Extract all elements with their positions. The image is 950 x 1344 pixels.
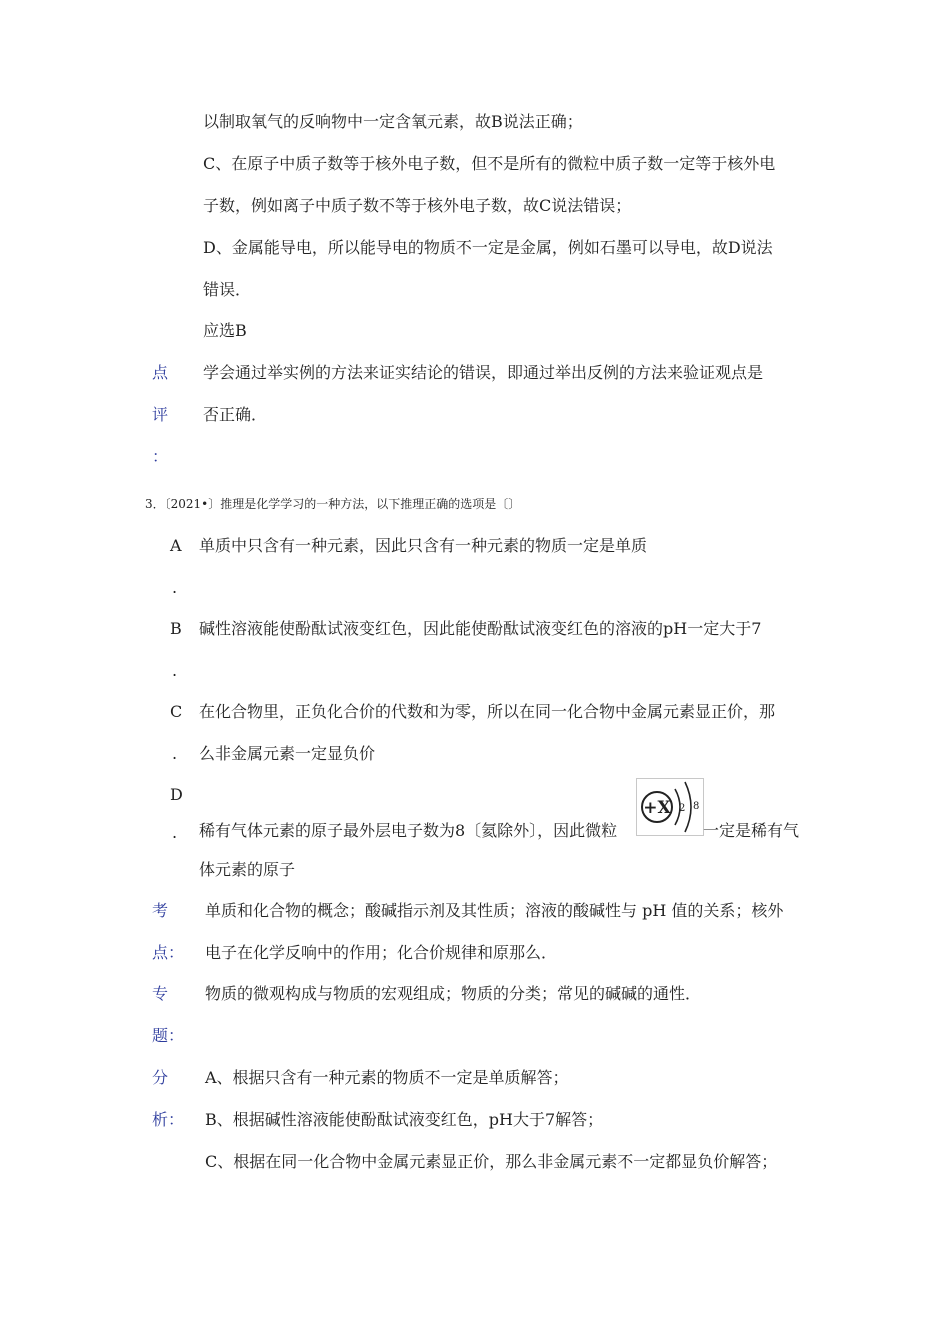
answer-line-2: C、在原子中质子数等于核外电子数，但不是所有的微粒中质子数一定等于核外电: [203, 154, 776, 173]
zhuanti-label-2: 题：: [152, 1026, 185, 1045]
question-title: 3．〔2021•〕推理是化学学习的一种方法，以下推理正确的选项是〔〕: [145, 497, 521, 511]
option-b-letter: B: [170, 619, 182, 638]
comment-label-2: 评: [152, 405, 169, 424]
answer-choice: 应选B: [203, 321, 247, 340]
option-c-letter: C: [170, 702, 183, 721]
atom-structure-diagram: [636, 778, 704, 836]
option-d-text-1b: 一定是稀有气: [703, 821, 800, 840]
zhuanti-label-1: 专: [152, 984, 169, 1003]
atom-structure-icon: [637, 779, 703, 835]
atom-nucleus-label: +X: [643, 798, 671, 818]
fenxi-line-2: B、根据碱性溶液能使酚酞试液变红色，pH大于7解答；: [205, 1110, 604, 1129]
answer-line-3: 子数，例如离子中质子数不等于核外电子数，故C说法错误；: [203, 196, 632, 215]
fenxi-line-1: A、根据只含有一种元素的物质不一定是单质解答；: [205, 1068, 569, 1087]
option-d-letter: D: [170, 785, 183, 804]
fenxi-line-3: C、根据在同一化合物中金属元素显正价，那么非金属元素不一定都显负价解答；: [205, 1152, 778, 1171]
answer-line-1: 以制取氧气的反响物中一定含氧元素，故B说法正确；: [203, 112, 583, 131]
answer-line-4: D、金属能导电，所以能导电的物质不一定是金属，例如石墨可以导电，故D说法: [203, 238, 773, 257]
comment-label-1: 点: [152, 363, 169, 382]
comment-line-1: 学会通过举实例的方法来证实结论的错误，即通过举出反例的方法来验证观点是: [203, 363, 764, 382]
option-b-dot: .: [172, 661, 178, 680]
atom-shell1-count: 2: [679, 803, 686, 814]
option-c-dot: .: [172, 744, 178, 763]
fenxi-label-2: 析：: [152, 1110, 185, 1129]
kaodian-label-1: 考: [152, 901, 169, 920]
atom-shell2-count: 8: [693, 801, 700, 812]
option-c-text-2: 么非金属元素一定显负价: [199, 744, 376, 763]
zhuanti-line-1: 物质的微观构成与物质的宏观组成；物质的分类；常见的碱碱的通性．: [205, 984, 702, 1003]
answer-line-5: 错误．: [203, 280, 252, 299]
option-c-text-1: 在化合物里，正负化合价的代数和为零，所以在同一化合物中金属元素显正价，那: [199, 702, 776, 721]
option-d-text-2: 体元素的原子: [199, 860, 296, 879]
option-a-text: 单质中只含有一种元素，因此只含有一种元素的物质一定是单质: [199, 536, 648, 555]
fenxi-label-1: 分: [152, 1068, 169, 1087]
comment-line-2: 否正确．: [203, 405, 268, 424]
kaodian-label-2: 点：: [152, 943, 185, 962]
comment-label-3: ：: [152, 447, 169, 466]
kaodian-line-1: 单质和化合物的概念；酸碱指示剂及其性质；溶液的酸碱性与 pH 值的关系；核外: [205, 901, 784, 920]
option-d-text-1a: 稀有气体元素的原子最外层电子数为8〔氦除外〕，因此微粒: [199, 821, 618, 840]
option-a-letter: A: [170, 536, 182, 555]
kaodian-line-2: 电子在化学反响中的作用；化合价规律和原那么．: [205, 943, 558, 962]
option-d-dot: .: [172, 823, 178, 842]
option-a-dot: .: [172, 578, 178, 597]
option-b-text: 碱性溶液能使酚酞试液变红色，因此能使酚酞试液变红色的溶液的pH一定大于7: [199, 619, 762, 638]
